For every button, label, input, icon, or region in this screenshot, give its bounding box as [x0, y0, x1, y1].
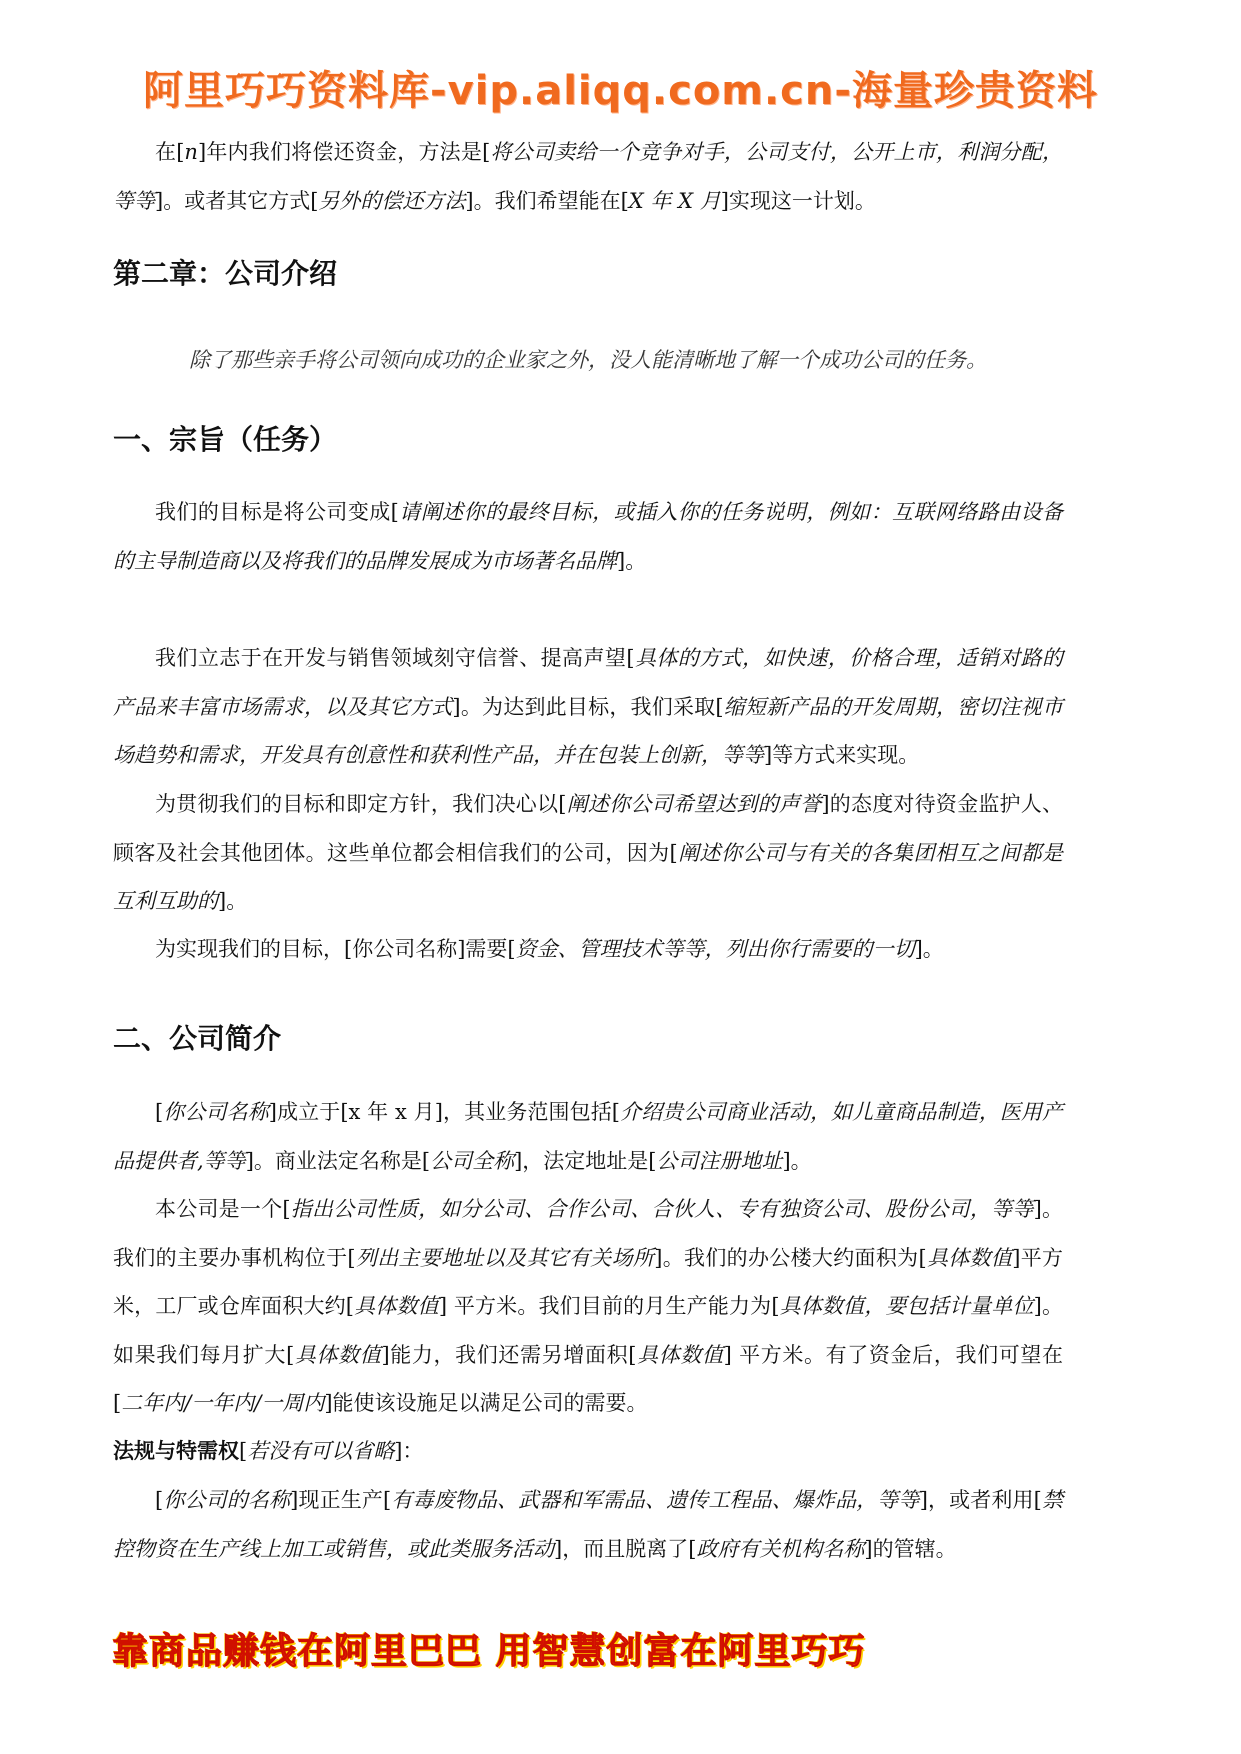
mission-paragraph-3: [113, 780, 1063, 926]
body-text: ]。为达到此目标，我们采取[: [452, 694, 724, 719]
placeholder-text: 指出公司性质，如分公司、合作公司、合伙人、专有独资公司、股份公司，等等: [290, 1197, 1034, 1221]
body-text: ]成立于[x 年 x 月]，其业务范围包括[: [268, 1100, 620, 1124]
placeholder-text: 介绍贵公司商业活动，如儿童商品制造，医用产品提供者,等等: [113, 1100, 1064, 1173]
body-text: ]的态度对待资金监护人、顾客及社会其他团体。这些单位都会相信我们的公司，因为[: [113, 792, 1063, 865]
placeholder-text: 阐述你公司希望达到的声誉: [566, 792, 822, 816]
placeholder-text: 列出主要地址以及其它有关场所: [355, 1245, 655, 1270]
body-text: ]。: [914, 937, 944, 961]
placeholder-text: 你公司的名称: [163, 1488, 291, 1512]
placeholder-text: 阐述你公司与有关的各集团相互之间都是互利互助的: [113, 840, 1063, 913]
body-text: ] 平方米。有了资金后，我们可望在[: [113, 1342, 1063, 1415]
mission-paragraph-2: [113, 634, 1063, 780]
placeholder-text: 二年内/一年内/一周内: [121, 1391, 325, 1415]
placeholder-text: 具体数值: [294, 1342, 382, 1367]
body-text: ]能力，我们还需另增面积[: [381, 1342, 637, 1367]
section-title-mission: 一、宗旨（任务）: [113, 423, 338, 456]
mission-paragraph-1: [113, 488, 1063, 585]
body-text: ]。我们的主要办事机构位于[: [113, 1197, 1063, 1270]
body-text: ]，法定地址是[: [514, 1148, 657, 1173]
regulation-label: [113, 1427, 1063, 1475]
regulation-label-hint: 若没有可以省略: [247, 1439, 395, 1463]
placeholder-text: X 年 X 月: [628, 188, 721, 213]
body-text: ]平方米，工厂或仓库面积大约[: [113, 1245, 1063, 1318]
regulation-paragraph: [113, 1476, 1063, 1573]
body-text: ]。我们的办公楼大约面积为[: [654, 1245, 927, 1270]
placeholder-text: 另外的偿还方法: [318, 188, 466, 213]
placeholder-text: 你公司名称: [163, 1100, 269, 1124]
body-text: ] 平方米。我们目前的月生产能力为[: [438, 1294, 780, 1318]
body-text: ]现正生产[: [290, 1488, 392, 1512]
body-text: [: [155, 1100, 164, 1124]
placeholder-text: 具体数值，要包括计量单位: [779, 1294, 1034, 1318]
body-text: ]的管辖。: [864, 1536, 957, 1561]
header-banner: 阿里巧巧资料库-vip.aliqq.com.cn-海量珍贵资料: [143, 68, 1098, 114]
body-text: ]。: [617, 548, 647, 573]
body-text: ]，或者利用[: [919, 1488, 1042, 1512]
body-text: 为贯彻我们的目标和即定方针，我们决心以[: [155, 792, 567, 816]
intro-paragraph: [113, 128, 1063, 225]
body-text: 在[: [155, 140, 185, 164]
body-text: [: [155, 1488, 164, 1512]
body-text: ]。: [782, 1148, 812, 1173]
placeholder-text: 公司全称: [430, 1148, 515, 1173]
body-text: 我们立志于在开发与销售领域刻守信誉、提高声望[: [155, 646, 635, 670]
placeholder-text: 资金、管理技术等等，列出你行需要的一切: [515, 937, 915, 961]
body-text: ]等方式来实现。: [764, 743, 920, 767]
profile-paragraph-2: [113, 1185, 1063, 1428]
chapter-quote: 除了那些亲手将公司领向成功的企业家之外，没人能清晰地了解一个成功公司的任务。: [189, 348, 987, 372]
placeholder-text: 具体数值: [926, 1245, 1013, 1270]
body-text: 我们的目标是将公司变成[: [155, 500, 399, 524]
placeholder-text: 公司注册地址: [656, 1148, 783, 1173]
placeholder-text: 具体的方式，如快速，价格合理，适销对路的产品来丰富市场需求，以及其它方式: [113, 646, 1063, 719]
body-text: ]年内我们将偿还资金，方法是[: [197, 140, 491, 164]
placeholder-text: n: [184, 140, 198, 164]
body-text: ]，而且脱离了[: [554, 1536, 697, 1561]
mission-paragraph-4: [113, 925, 1063, 974]
body-text: ]。或者其它方式[: [155, 188, 319, 213]
placeholder-text: 将公司卖给一个竞争对手，公司支付，公开上市，利润分配，等等: [113, 140, 1063, 213]
chapter-title: 第二章：公司介绍: [113, 257, 338, 290]
placeholder-text: 具体数值: [636, 1342, 724, 1367]
body-text: ]实现这一计划。: [720, 188, 876, 213]
profile-paragraph-1: [113, 1088, 1063, 1185]
body-text: ]。我们希望能在[: [465, 188, 629, 213]
section-title-profile: 二、公司简介: [113, 1022, 282, 1055]
regulation-label-title: 法规与特需权: [113, 1439, 239, 1463]
placeholder-text: 缩短新产品的开发周期，密切注视市场趋势和需求，开发具有创意性和获利性产品，并在包装上创新，等等: [113, 694, 1064, 767]
body-text: ]。如果我们每月扩大[: [113, 1294, 1064, 1367]
body-text: 本公司是一个[: [155, 1197, 291, 1221]
placeholder-text: 政府有关机构名称: [696, 1536, 865, 1561]
body-text: ]。: [218, 889, 248, 913]
placeholder-text: 禁控物资在生产线上加工或销售，或此类服务活动: [113, 1488, 1064, 1561]
body-text: ]。商业法定名称是[: [245, 1148, 431, 1173]
placeholder-text: 有毒废物品、武器和军需品、遗传工程品、爆炸品，等等: [391, 1488, 920, 1512]
regulation-label-open: [: [239, 1439, 248, 1463]
body-text: 为实现我们的目标，[你公司名称]需要[: [155, 937, 516, 961]
regulation-label-close: ]：: [394, 1439, 424, 1463]
placeholder-text: 请阐述你的最终目标，或插入你的任务说明，例如：互联网络路由设备的主导制造商以及将我们的品牌发展成为市场著名品牌: [113, 500, 1063, 573]
footer-banner: 靠商品赚钱在阿里巴巴 用智慧创富在阿里巧巧: [112, 1631, 866, 1672]
body-text: ]能使该设施足以满足公司的需要。: [324, 1391, 648, 1415]
placeholder-text: 具体数值: [354, 1294, 439, 1318]
